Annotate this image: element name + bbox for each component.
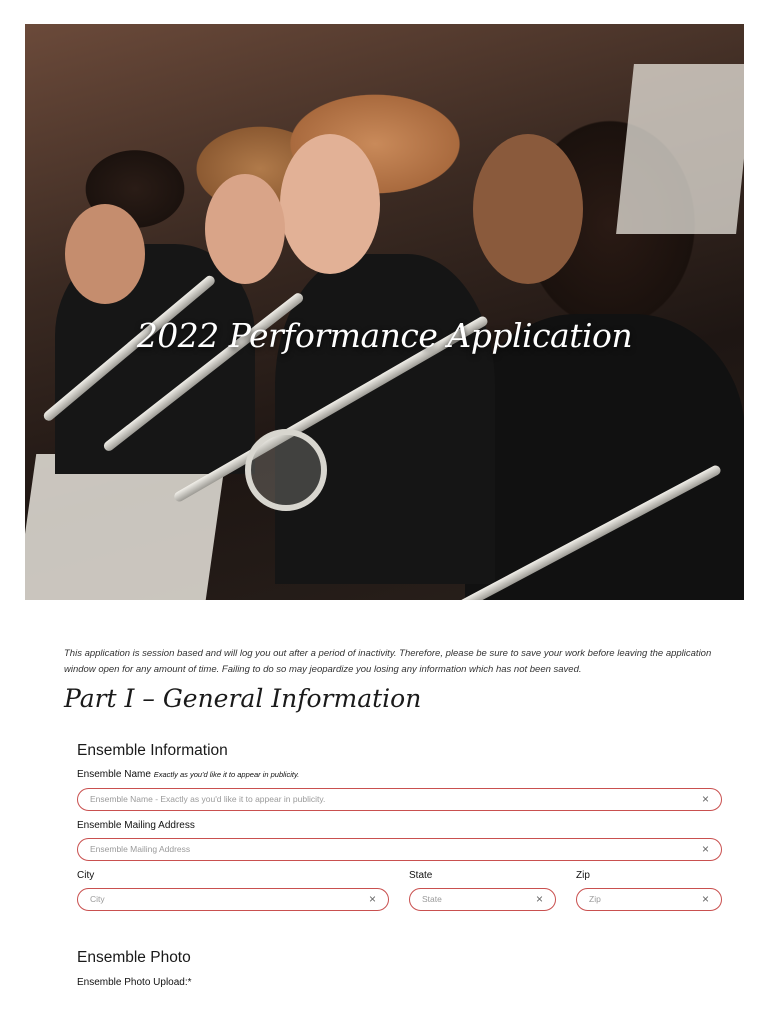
clear-icon[interactable]: ×: [701, 842, 709, 856]
musician-face-right: [473, 134, 583, 284]
ensemble-photo-upload-label: Ensemble Photo Upload:*: [77, 977, 192, 988]
city-label: City: [77, 870, 95, 881]
clear-icon[interactable]: ×: [701, 792, 709, 806]
ensemble-name-placeholder: Ensemble Name - Exactly as you'd like it to appear in publicity.: [90, 794, 326, 804]
music-stand-left: [25, 454, 226, 600]
zip-label: Zip: [576, 870, 590, 881]
state-field[interactable]: [409, 888, 556, 911]
ensemble-name-label-text: Ensemble Name: [77, 769, 151, 780]
ensemble-address-field[interactable]: [77, 838, 722, 861]
musician-face-left: [65, 204, 145, 304]
state-label: State: [409, 870, 433, 881]
hero-image: [25, 24, 744, 600]
ensemble-name-hint: Exactly as you'd like it to appear in publicity.: [153, 770, 300, 779]
part-title: Part I – General Information: [64, 684, 422, 713]
city-placeholder: City: [90, 894, 105, 904]
ensemble-name-field[interactable]: [77, 788, 722, 811]
section-ensemble-information: Ensemble Information: [77, 742, 228, 759]
zip-field[interactable]: [576, 888, 722, 911]
ensemble-name-label: [77, 769, 299, 780]
music-stand-top: [616, 64, 744, 234]
zip-placeholder: Zip: [589, 894, 601, 904]
musician-face-center: [280, 134, 380, 274]
section-ensemble-photo: Ensemble Photo: [77, 949, 191, 966]
musician-body-right: [465, 314, 744, 600]
page-title: 2022 Performance Application: [136, 316, 633, 355]
clear-icon[interactable]: ×: [368, 892, 376, 906]
state-placeholder: State: [422, 894, 442, 904]
ensemble-address-placeholder: Ensemble Mailing Address: [90, 844, 191, 854]
ensemble-address-label: Ensemble Mailing Address: [77, 820, 195, 831]
clear-icon[interactable]: ×: [535, 892, 543, 906]
session-notice: This application is session based and will log you out after a period of inactivity. Therefore, please be sure to save your work before leaving the application window open for any amount of time. Failing to do so may jeopardize you losing any information which has not been saved.: [64, 648, 712, 675]
musician-face-mid: [205, 174, 285, 284]
trumpet-bell: [245, 429, 327, 511]
city-field[interactable]: [77, 888, 389, 911]
clear-icon[interactable]: ×: [701, 892, 709, 906]
